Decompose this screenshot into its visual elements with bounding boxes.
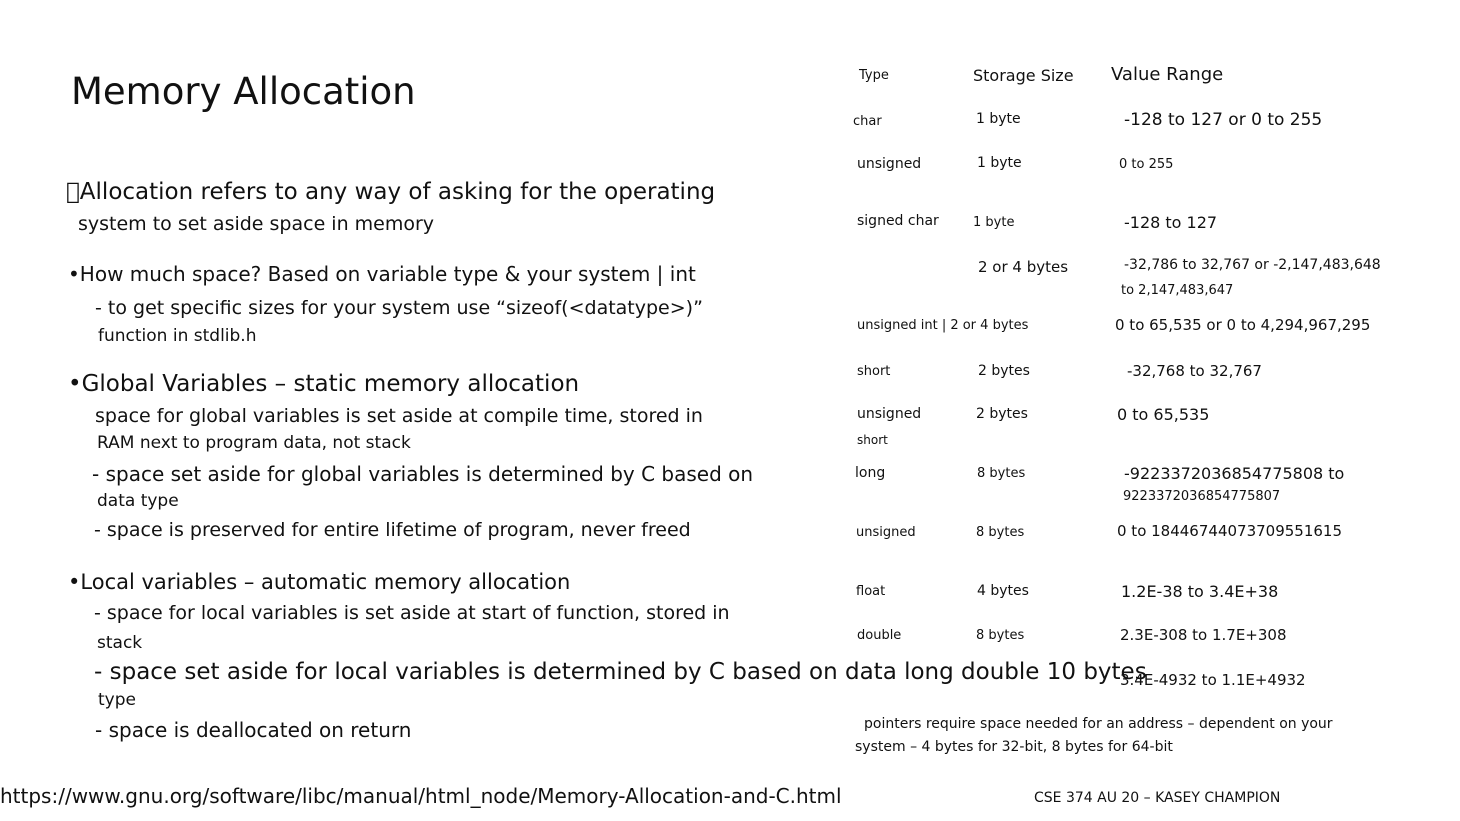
- row-size: 8 bytes: [976, 628, 1025, 643]
- row-range: 0 to 18446744073709551615: [1117, 522, 1343, 540]
- row-range-continued: to 2,147,483,647: [1121, 283, 1234, 298]
- footer-credit: CSE 374 AU 20 – KASEY CHAMPION: [1034, 790, 1281, 806]
- row-range: 0 to 65,535: [1117, 405, 1210, 424]
- row-size: 8 bytes: [977, 466, 1026, 481]
- row-range: 0 to 255: [1119, 157, 1174, 172]
- row-type-continued: short: [857, 433, 888, 447]
- row-range: -128 to 127: [1124, 213, 1218, 232]
- global-detail-2: RAM next to program data, not stack: [97, 433, 411, 453]
- table-header-range: Value Range: [1111, 64, 1224, 85]
- local-detail-4: type: [98, 690, 136, 710]
- row-size: 8 bytes: [976, 525, 1025, 540]
- local-detail-3: - space set aside for local variables is determined by C based on data long double 10 bytes: [94, 659, 1147, 685]
- row-size: 4 bytes: [977, 583, 1029, 599]
- row-size: 1 byte: [977, 155, 1022, 171]
- how-much-detail-2: function in stdlib.h: [98, 326, 257, 346]
- table-header-size: Storage Size: [973, 66, 1074, 85]
- slide-title: Memory Allocation: [71, 70, 416, 113]
- row-range: 2.3E-308 to 1.7E+308: [1120, 626, 1287, 644]
- row-size: 2 bytes: [978, 363, 1030, 379]
- intro-line-1:  Allocation refers to any way of asking for the operating: [66, 179, 716, 205]
- row-type: double: [857, 628, 902, 643]
- row-type: unsigned: [856, 525, 916, 540]
- row-type: unsigned: [857, 406, 922, 422]
- how-much-heading: •How much space? Based on variable type & your system | int: [68, 262, 696, 286]
- reference-url[interactable]: https://www.gnu.org/software/libc/manual/html_node/Memory-Allocation-and-C.html: [0, 784, 842, 808]
- row-type: signed char: [857, 213, 939, 229]
- row-range: -32,768 to 32,767: [1127, 362, 1262, 380]
- row-size: 2 or 4 bytes: [978, 258, 1069, 276]
- local-detail-2: stack: [97, 633, 143, 653]
- row-type: long: [855, 465, 886, 481]
- global-detail-1: space for global variables is set aside at compile time, stored in: [95, 405, 703, 427]
- row-type: char: [853, 114, 882, 129]
- global-detail-4: data type: [97, 491, 179, 511]
- global-detail-5: - space is preserved for entire lifetime of program, never freed: [94, 519, 691, 541]
- row-range: 1.2E-38 to 3.4E+38: [1121, 582, 1279, 601]
- row-range: 3.4E-4932 to 1.1E+4932: [1120, 671, 1306, 689]
- pointer-note-line-1: pointers require space needed for an address – dependent on your: [864, 716, 1333, 732]
- row-type: unsigned: [857, 156, 922, 172]
- row-range-continued: 9223372036854775807: [1123, 489, 1281, 504]
- how-much-detail-1: - to get specific sizes for your system use “sizeof(<datatype>)”: [95, 297, 703, 319]
- pointer-note-line-2: system – 4 bytes for 32-bit, 8 bytes for 64-bit: [855, 739, 1173, 755]
- row-range: -32,786 to 32,767 or -2,147,483,648: [1124, 257, 1381, 273]
- row-type: float: [856, 584, 886, 599]
- local-heading: •Local variables – automatic memory allocation: [68, 570, 571, 594]
- row-type: unsigned int | 2 or 4 bytes: [857, 318, 1029, 333]
- row-range: -128 to 127 or 0 to 255: [1124, 110, 1323, 130]
- local-detail-5: - space is deallocated on return: [95, 718, 412, 742]
- row-range: 0 to 65,535 or 0 to 4,294,967,295: [1115, 316, 1371, 334]
- global-heading: •Global Variables – static memory allocation: [68, 371, 580, 397]
- local-detail-1: - space for local variables is set aside at start of function, stored in: [94, 602, 730, 624]
- table-header-type: Type: [859, 68, 889, 83]
- row-size: 1 byte: [976, 111, 1021, 127]
- intro-line-2: system to set aside space in memory: [78, 213, 435, 235]
- row-range: -9223372036854775808 to: [1124, 464, 1345, 483]
- global-detail-3: - space set aside for global variables is determined by C based on: [92, 462, 754, 486]
- row-type: short: [857, 364, 891, 379]
- row-size: 1 byte: [973, 215, 1015, 230]
- row-size: 2 bytes: [976, 406, 1028, 422]
